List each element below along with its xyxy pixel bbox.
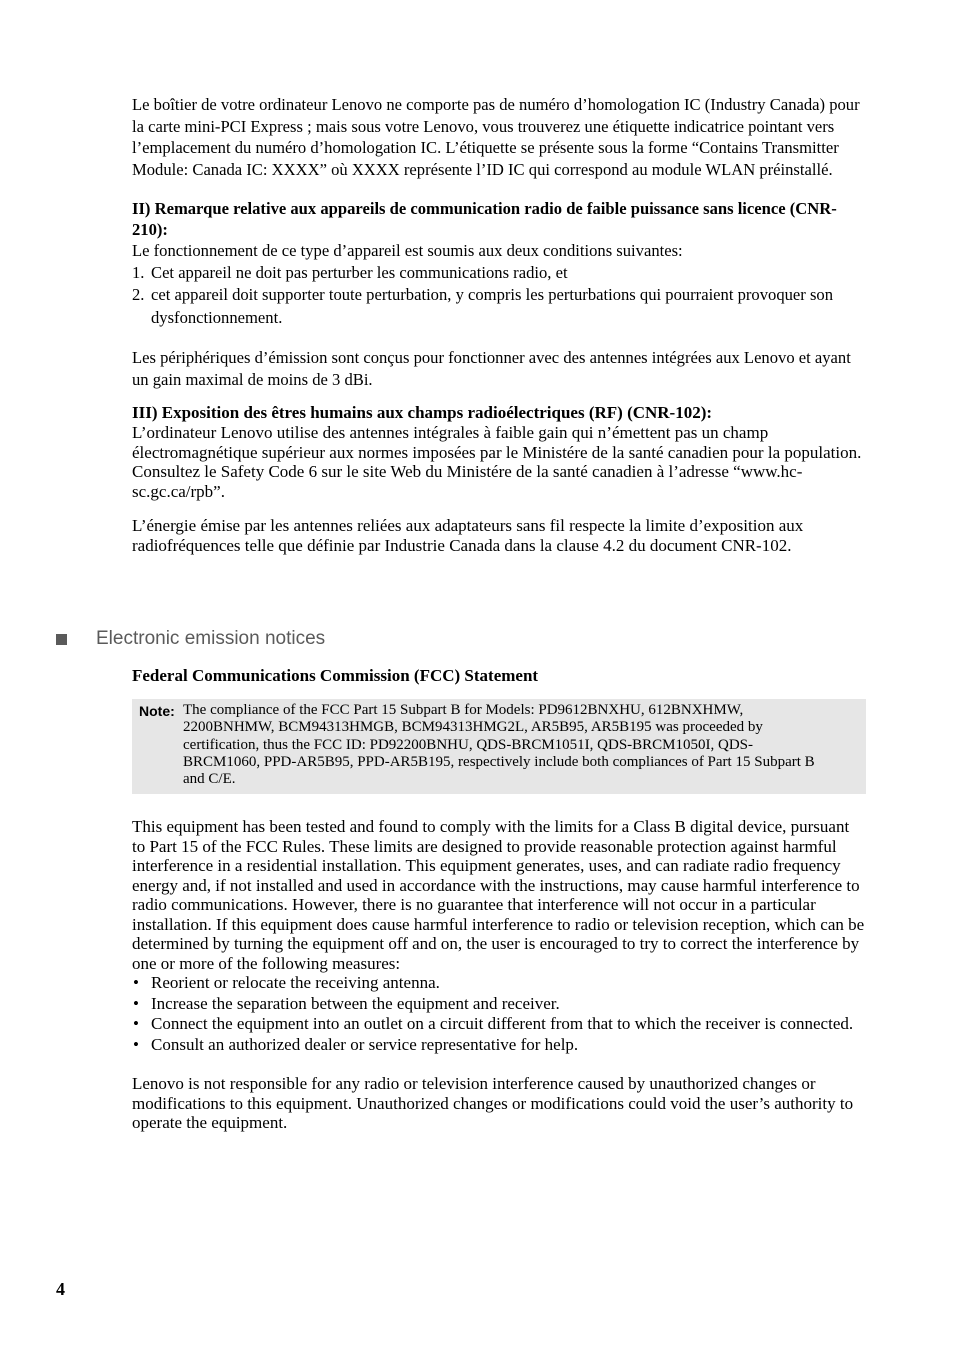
bullet-icon: •: [133, 993, 139, 1013]
bullet-icon: •: [133, 1014, 139, 1034]
cnr210-intro: Le fonctionnement de ce type d’appareil est soumis aux deux conditions suivantes:: [132, 241, 683, 260]
section-heading: [56, 628, 325, 650]
fcc-measures-list: [132, 973, 866, 1054]
list-item-text: Connect the equipment into an outlet on a circuit different from that to which the receiver is connected.: [151, 1014, 854, 1034]
list-item: [132, 1014, 866, 1034]
cnr210-conditions-list: [132, 262, 866, 330]
list-item-text: Consult an authorized dealer or service representative for help.: [151, 1034, 579, 1054]
upper-content: [132, 94, 866, 555]
cnr102-heading: III) Exposition des êtres humains aux champs radioélectriques (RF) (CNR-102):: [132, 403, 713, 422]
list-item: [132, 284, 866, 329]
list-item-text: Cet appareil ne doit pas perturber les communications radio, et: [151, 262, 568, 282]
fcc-compliance-paragraph: This equipment has been tested and found to comply with the limits for a Class B digital device, pursuant to Part 15 of the FCC Rules. These limits are designed to provide reasonable protection against harmful interference in a residential installation. This equipment generates, uses, and can radiate radio frequency energy and, if not installed and used in accordance with the instructions, may cause harmful interference to radio communications. However, there is no guarantee that interference will not occur in a particular installation. If this equipment does cause harmful interference to radio or television reception, which can be determined by turning the equipment off and on, the user is encouraged to try to correct the interference by one or more of the following measures:: [132, 817, 865, 973]
bullet-icon: •: [133, 1034, 139, 1054]
list-item-text: Reorient or relocate the receiving antenna.: [151, 973, 440, 993]
fcc-content: [132, 666, 866, 1133]
note-box: [132, 699, 866, 794]
list-item: [132, 262, 866, 285]
ic-label-paragraph: Le boîtier de votre ordinateur Lenovo ne comporte pas de numéro d’homologation IC (Industry Canada) pour la carte mini-PCI Express ; mais sous votre Lenovo, vous trouverez une étiquette indicatrice pointant vers l’emplacement du numéro d’homologation IC. L’étiquette se présente sous la forme “Contains Transmitter Module: Canada IC: XXXX” où XXXX représente l’ID IC qui correspond au module WLAN préinstallé.: [132, 95, 860, 179]
rf-exposure-paragraph: L’énergie émise par les antennes reliées aux adaptateurs sans fil respecte la limite d’exposition aux radiofréquences telle que définie par Industrie Canada dans la clause 4.2 du document CNR-102.: [132, 516, 804, 555]
bullet-icon: •: [133, 973, 139, 993]
note-text: The compliance of the FCC Part 15 Subpart B for Models: PD9612BNXHU, 612BNXHMW, 2200BNHMW, BCM94313HMGB, BCM94313HMG2L, AR5B95, AR5B195 was proceeded by certification, thus the FCC ID: PD92200BNHU, QDS-BRCM1051I, QDS-BRCM1050I, QDS-BRCM1060, PPD-AR5B95, PPD-AR5B195, respectively include both compliances of Part 15 Subpart B and C/E.: [183, 702, 815, 788]
cnr102-paragraph: L’ordinateur Lenovo utilise des antennes intégrales à faible gain qui n’émettent pas un champ électromagnétique supérieur aux normes imposées par le Ministére de la santé canadien pour la population. Consultez le Safety Code 6 sur le site Web du Ministére de la santé canadien à l’adresse “www.hc-sc.gc.ca/rpb”.: [132, 423, 862, 501]
list-marker: 1.: [132, 262, 145, 282]
list-marker: 2.: [132, 285, 145, 304]
note-label: Note:: [139, 703, 175, 719]
cnr210-heading: II) Remarque relative aux appareils de communication radio de faible puissance sans licence (CNR-210):: [132, 199, 837, 239]
page-number: 4: [56, 1279, 65, 1299]
list-item: [132, 973, 866, 993]
list-item: [132, 994, 866, 1014]
square-bullet-icon: [56, 634, 67, 645]
list-item-text: Increase the separation between the equipment and receiver.: [151, 993, 560, 1013]
fcc-statement-heading: Federal Communications Commission (FCC) Statement: [132, 666, 539, 685]
section-title: Electronic emission notices: [96, 628, 326, 649]
antenna-gain-paragraph: Les périphériques d’émission sont conçus pour fonctionner avec des antennes intégrées aux Lenovo et ayant un gain maximal de moins de 3 dBi.: [132, 348, 851, 389]
list-item-text: cet appareil doit supporter toute perturbation, y compris les perturbations qui pourraient provoquer son dysfonctionnement.: [151, 285, 834, 327]
lenovo-responsibility-paragraph: Lenovo is not responsible for any radio or television interference caused by unauthorized changes or modifications to this equipment. Unauthorized changes or modifications could void the user’s authority to operate the equipment.: [132, 1074, 854, 1133]
list-item: [132, 1035, 866, 1055]
